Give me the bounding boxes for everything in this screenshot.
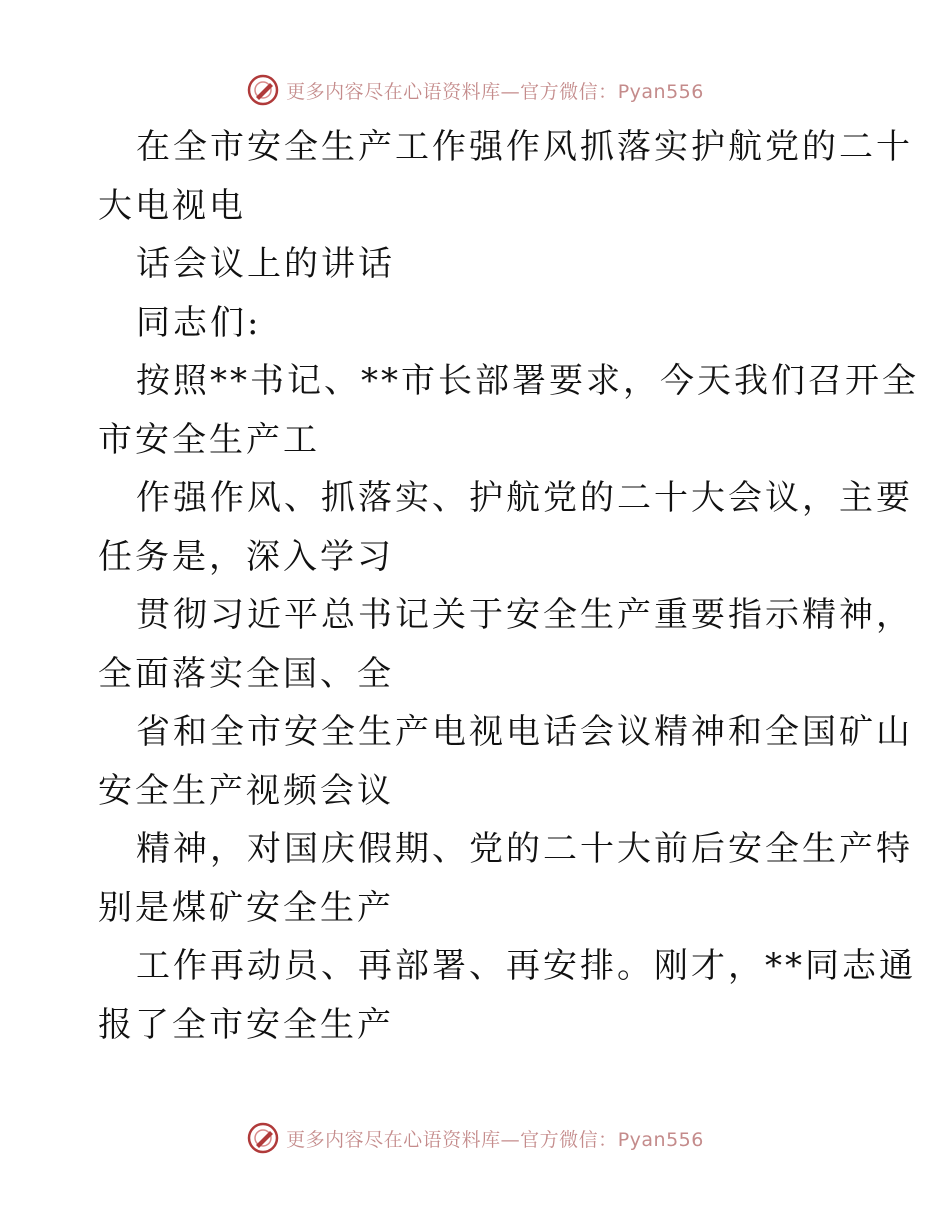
paragraph-line: 精神，对国庆假期、党的二十大前后安全生产特	[136, 829, 913, 869]
title-line-1: 在全市安全生产工作强作风抓落实护航党的二十	[136, 127, 913, 167]
paragraph-line: 作强作风、抓落实、护航党的二十大会议，主要	[136, 478, 913, 518]
watermark-dash: —	[500, 80, 521, 103]
paragraph-line: 省和全市安全生产电视电话会议精神和全国矿山	[136, 712, 913, 752]
paragraph-line: 别是煤矿安全生产	[98, 887, 394, 928]
logo-icon	[246, 1121, 280, 1155]
watermark-dash: —	[500, 1128, 521, 1151]
watermark-site-text: 更多内容尽在心语资料库	[286, 1128, 501, 1151]
watermark-footer	[0, 1118, 950, 1158]
document-body	[98, 118, 919, 1054]
watermark-site-text: 更多内容尽在心语资料库	[286, 80, 501, 103]
watermark-wechat-id: Pyan556	[617, 1128, 704, 1151]
watermark-header	[0, 70, 950, 110]
watermark-wechat-label: 官方微信：	[520, 80, 618, 103]
title-line-3: 话会议上的讲话	[136, 244, 395, 284]
paragraph-line: 市安全生产工	[98, 419, 320, 460]
logo-icon	[246, 73, 280, 107]
paragraph-line: 按照**书记、**市长部署要求，今天我们召开全	[136, 361, 919, 401]
paragraph-line: 报了全市安全生产	[98, 1004, 394, 1045]
paragraph-line: 任务是，深入学习	[98, 536, 394, 577]
paragraph-line: 安全生产视频会议	[98, 770, 394, 811]
watermark-wechat-label: 官方微信：	[520, 1128, 618, 1151]
title-line-2: 大电视电	[98, 185, 246, 226]
paragraph-line: 全面落实全国、全	[98, 653, 394, 694]
watermark-wechat-id: Pyan556	[617, 80, 704, 103]
paragraph-line: 贯彻习近平总书记关于安全生产重要指示精神，	[136, 595, 913, 635]
salutation: 同志们:	[136, 302, 262, 343]
paragraph-line: 工作再动员、再部署、再安排。刚才，**同志通	[136, 946, 916, 986]
